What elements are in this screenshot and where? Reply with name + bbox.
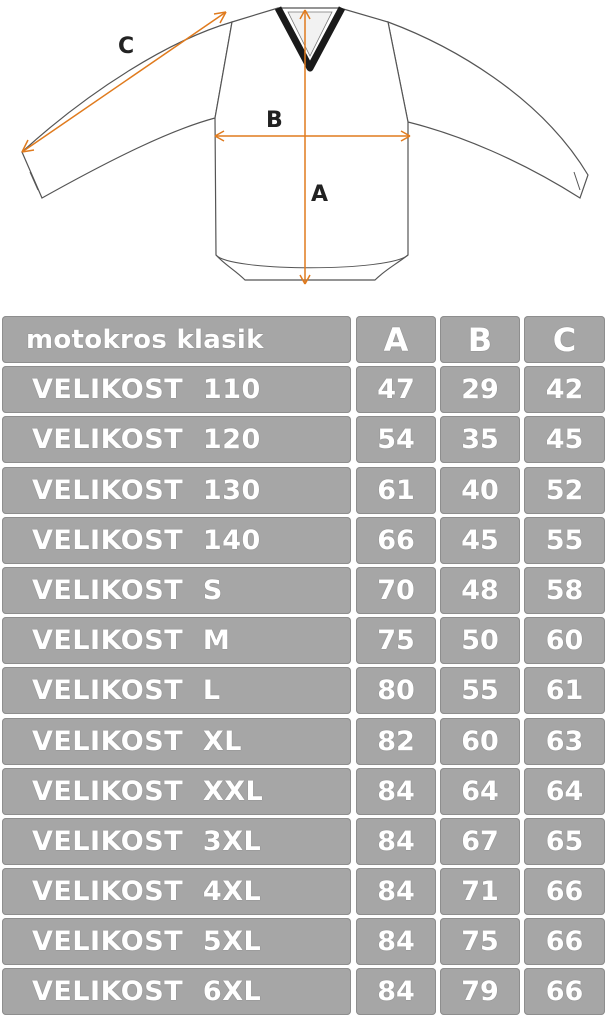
size-cell: VELIKOST 130 (2, 467, 351, 514)
value-c-cell: 55 (524, 517, 605, 564)
value-a-cell: 75 (356, 617, 436, 664)
table-row (0, 466, 607, 516)
value-a-cell: 66 (356, 517, 436, 564)
value-b-cell: 48 (440, 567, 520, 614)
value-c-cell: 64 (524, 768, 605, 815)
value-a-cell: 84 (356, 968, 436, 1015)
measure-label-b: B (266, 108, 283, 133)
table-row (0, 967, 607, 1017)
table-body (0, 365, 607, 1017)
size-cell: VELIKOST 140 (2, 517, 351, 564)
value-a-cell: 54 (356, 416, 436, 463)
table-row (0, 817, 607, 867)
value-b-cell: 79 (440, 968, 520, 1015)
value-a-cell: 84 (356, 918, 436, 965)
header-col-a: A (356, 316, 436, 363)
value-b-cell: 71 (440, 868, 520, 915)
table-row (0, 616, 607, 666)
size-cell: VELIKOST L (2, 667, 351, 714)
value-c-cell: 66 (524, 968, 605, 1015)
value-c-cell: 58 (524, 567, 605, 614)
table-row (0, 867, 607, 917)
value-a-cell: 80 (356, 667, 436, 714)
table-row (0, 917, 607, 967)
value-b-cell: 67 (440, 818, 520, 865)
size-cell: VELIKOST 6XL (2, 968, 351, 1015)
size-cell: VELIKOST 5XL (2, 918, 351, 965)
value-c-cell: 60 (524, 617, 605, 664)
size-table (0, 315, 607, 1018)
value-c-cell: 42 (524, 366, 605, 413)
jersey-outline (0, 0, 607, 300)
header-col-c: C (524, 316, 605, 363)
table-row (0, 767, 607, 817)
value-c-cell: 63 (524, 718, 605, 765)
size-cell: VELIKOST 3XL (2, 818, 351, 865)
header-model-name: motokros klasik (2, 316, 351, 363)
value-a-cell: 84 (356, 868, 436, 915)
table-row (0, 415, 607, 465)
size-cell: VELIKOST 120 (2, 416, 351, 463)
table-row (0, 566, 607, 616)
value-c-cell: 45 (524, 416, 605, 463)
value-a-cell: 47 (356, 366, 436, 413)
value-b-cell: 35 (440, 416, 520, 463)
size-cell: VELIKOST XL (2, 718, 351, 765)
size-cell: VELIKOST M (2, 617, 351, 664)
measure-label-a: A (311, 182, 329, 207)
value-a-cell: 82 (356, 718, 436, 765)
value-c-cell: 65 (524, 818, 605, 865)
table-row (0, 516, 607, 566)
value-a-cell: 84 (356, 768, 436, 815)
table-header-row (0, 315, 607, 365)
size-cell: VELIKOST S (2, 567, 351, 614)
size-cell: VELIKOST 4XL (2, 868, 351, 915)
value-b-cell: 45 (440, 517, 520, 564)
value-b-cell: 75 (440, 918, 520, 965)
value-b-cell: 55 (440, 667, 520, 714)
header-col-b: B (440, 316, 520, 363)
value-b-cell: 40 (440, 467, 520, 514)
size-cell: VELIKOST 110 (2, 366, 351, 413)
size-cell: VELIKOST XXL (2, 768, 351, 815)
value-b-cell: 29 (440, 366, 520, 413)
measure-label-c: C (118, 34, 135, 59)
value-c-cell: 66 (524, 918, 605, 965)
value-b-cell: 64 (440, 768, 520, 815)
jersey-diagram (0, 0, 607, 300)
table-row (0, 365, 607, 415)
value-a-cell: 84 (356, 818, 436, 865)
value-a-cell: 61 (356, 467, 436, 514)
table-row (0, 717, 607, 767)
table-row (0, 666, 607, 716)
value-c-cell: 52 (524, 467, 605, 514)
value-a-cell: 70 (356, 567, 436, 614)
value-c-cell: 61 (524, 667, 605, 714)
value-b-cell: 60 (440, 718, 520, 765)
value-b-cell: 50 (440, 617, 520, 664)
value-c-cell: 66 (524, 868, 605, 915)
